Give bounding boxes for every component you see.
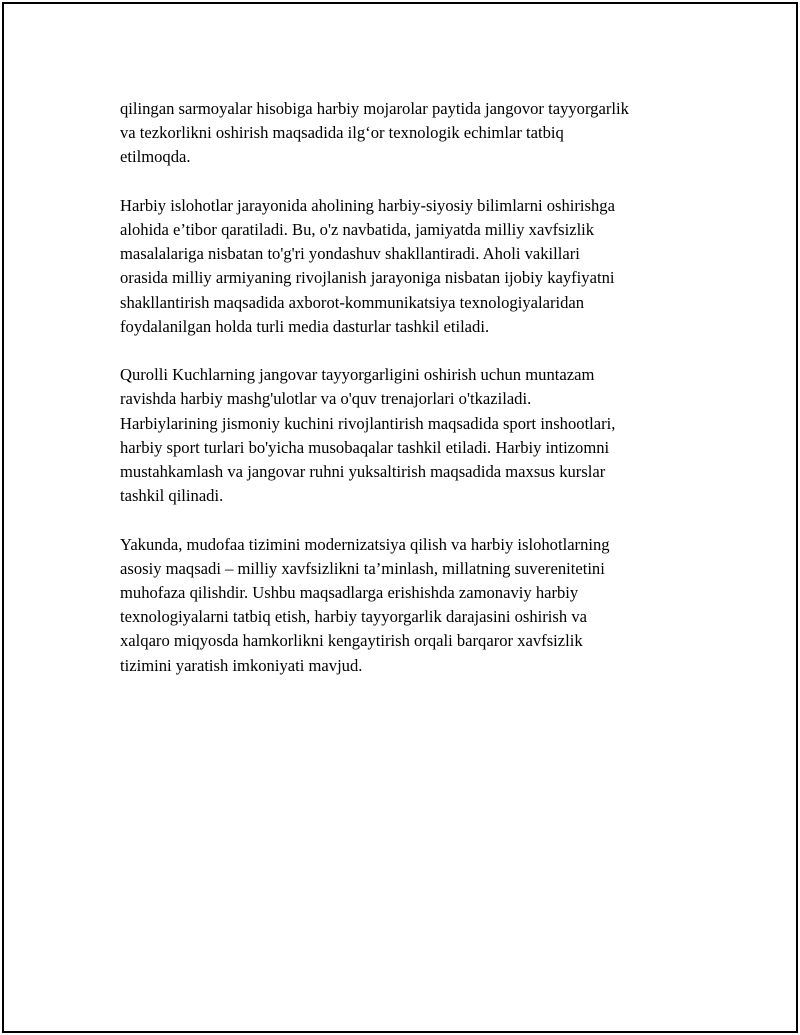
text-line: Harbiy islohotlar jarayonida aholining harbiy-siyosiy bilimlarni oshirishga	[120, 195, 615, 215]
text-line: Harbiylarining jismoniy kuchini rivojlantirish maqsadida sport inshootlari,	[120, 413, 616, 433]
text-line: texnologiyalarni tatbiq etish, harbiy tayyorgarlik darajasini oshirish va	[120, 607, 587, 627]
text-line: muhofaza qilishdir. Ushbu maqsadlarga erishishda zamonaviy harbiy	[120, 583, 579, 603]
text-line: etilmoqda.	[120, 147, 191, 167]
text-line: ravishda harbiy mashg'ulotlar va o'quv trenajorlari o'tkaziladi.	[120, 389, 532, 409]
text-line: foydalanilgan holda turli media dasturlar tashkil etiladi.	[120, 316, 490, 336]
text-line: va tezkorlikni oshirish maqsadida ilg‘or texnologik echimlar tatbiq	[120, 123, 564, 143]
text-line: harbiy sport turlari bo'yicha musobaqalar tashkil etiladi. Harbiy intizomni	[120, 437, 610, 457]
document-body	[120, 97, 700, 678]
text-line: tashkil qilinadi.	[120, 486, 224, 506]
text-line: shakllantirish maqsadida axborot-kommunikatsiya texnologiyalaridan	[120, 292, 585, 312]
paragraph-2	[120, 194, 700, 339]
text-line: alohida e’tibor qaratiladi. Bu, o'z navbatida, jamiyatda milliy xavfsizlik	[120, 220, 595, 239]
text-line: masalalariga nisbatan to'g'ri yondashuv shakllantiradi. Aholi vakillari	[120, 244, 580, 264]
text-line: Qurolli Kuchlarning jangovar tayyorgarligini oshirish uchun muntazam	[120, 365, 595, 385]
text-line: tizimini yaratish imkoniyati mavjud.	[120, 655, 363, 675]
text-line: Yakunda, mudofaa tizimini modernizatsiya qilish va harbiy islohotlarning	[120, 534, 610, 554]
text-line: orasida milliy armiyaning rivojlanish jarayoniga nisbatan ijobiy kayfiyatni	[120, 268, 615, 288]
paragraph-1	[120, 97, 700, 170]
text-line: asosiy maqsadi – milliy xavfsizlikni ta’minlash, millatning suverenitetini	[120, 558, 605, 578]
page-frame	[2, 2, 798, 1033]
paragraph-3	[120, 363, 700, 508]
text-line: mustahkamlash va jangovar ruhni yuksaltirish maqsadida maxsus kurslar	[120, 462, 606, 482]
paragraph-4	[120, 533, 700, 678]
text-line: qilingan sarmoyalar hisobiga harbiy mojarolar paytida jangovor tayyorgarlik	[120, 99, 629, 118]
text-line: xalqaro miqyosda hamkorlikni kengaytirish orqali barqaror xavfsizlik	[120, 631, 583, 651]
